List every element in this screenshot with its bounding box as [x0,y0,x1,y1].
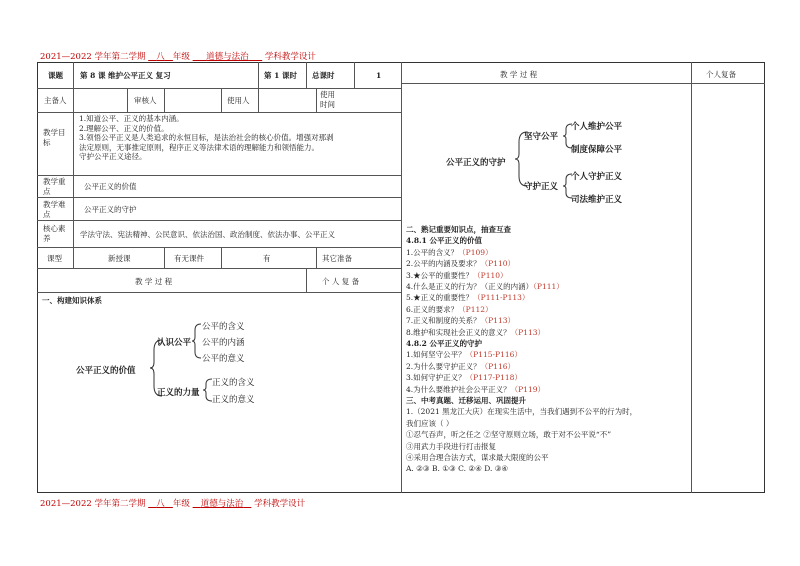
line-text: A. ②③ B. ①③ C. ②④ D. ③④ [406,464,509,474]
line-text: 3.★公平的重要性？ [406,270,474,280]
line-text: 2.公平的内涵及要求？ [406,259,481,269]
line-text: ④采用合理合法方式，谋求最大限度的公平 [406,453,549,462]
personal-label: 个 人 复 备 [322,277,360,286]
section-title: 一、构建知识体系 [42,296,102,305]
type-label: 课型 [47,254,62,263]
question-line [406,258,515,269]
page-footer [40,497,305,509]
right-process-label: 教 学 过 程 [500,70,538,79]
page-reference: （P115-P116） [465,350,522,360]
courseware-label: 有无课件 [174,254,204,263]
period-label: 第 1 课时 [264,71,297,80]
line-text: 6.正义的要求？ [406,304,459,314]
question-line [406,441,496,452]
mindmap-root: 公平正义的价值 [76,366,136,376]
question-line [406,429,611,440]
line-text: 5.★正义的重要性？ [406,293,474,303]
question-line [406,418,453,429]
process-label: 教 学 过 程 [135,277,173,286]
mindmap-root: 公平正义的守护 [446,158,506,168]
goal-item: 1.知道公平、正义的基本内涵。 [79,114,184,123]
question-line [406,270,508,281]
mindmap-branch: 守护正义 [524,182,559,192]
question-line [406,247,493,258]
difficult-value: 公平正义的守护 [84,205,137,214]
goal-item: 守护公平正义途径。 [79,152,147,161]
topic-value: 第 8 课 维护公平正义 复习 [80,71,171,80]
mindmap-leaf: 个人守护正义 [571,172,623,182]
literacy-label: 核心素养 [43,224,66,243]
literacy-value: 学法守法、宪法精神、公民意识、依法治国、政治制度、依法办事、公平正义 [80,230,335,239]
line-text: 2.为什么要守护正义？ [406,361,481,371]
line-text: 3.如何守护正义？ [406,373,466,383]
page-reference: （P116） [480,361,516,371]
question-line [406,281,564,292]
question-line [406,384,545,395]
line-text: ③用武力手段进行打击报复 [406,441,496,451]
footer-grade-suffix: 年级 [172,499,190,509]
page-header [40,50,316,62]
page-reference: （P109） [458,247,493,257]
mindmap-leaf: 司法维护正义 [571,195,623,205]
header-grade: 八 [156,52,165,62]
page-reference: （P113） [480,316,516,326]
line-text: 1.公平的含义？ [406,247,459,257]
line-text: 8.维护和实现社会正义的意义？ [406,327,511,337]
section-heading [406,224,511,235]
goal-item: 3.领悟公平正义是人类追求的永恒目标，是法治社会的核心价值。增强对那剥 [79,133,334,142]
question-line [406,315,515,326]
header-subject: 道德与法治 [206,52,249,62]
mindmap-branch: 坚守公平 [524,132,559,142]
goals-label: 教学目标 [43,128,66,147]
line-text: 4.8.1 公平正义的价值 [406,236,482,246]
reviewer-label: 审核人 [134,96,157,105]
mindmap-leaf: 正义的含义 [212,378,255,388]
question-line [406,406,637,417]
footer-suffix: 学科教学设计 [254,499,306,509]
question-line [406,304,493,315]
total-value: 1 [376,71,382,80]
difficult-label: 教学难点 [43,200,66,219]
mindmap-leaf: 制度保障公平 [571,145,623,155]
header-grade-suffix: 年级 [172,52,190,62]
use-time-label: 使用时间 [320,90,335,109]
preparer-label: 主备人 [44,96,67,105]
page-reference: （P110） [473,270,508,280]
line-text: 三、中考真题、迁移运用、巩固提升 [406,396,526,405]
footer-subject: 道德与法治 [200,499,244,509]
page-reference: （P111） [533,282,564,291]
mindmap-leaf: 个人维护公平 [571,122,623,132]
header-year: 2021—2022 学年第二学期 [40,52,146,62]
page-reference: （P113） [510,327,546,337]
section-heading [406,235,482,246]
question-line [406,361,515,372]
question-line [406,327,545,338]
question-line [406,372,522,383]
type-value: 新授课 [108,254,131,263]
page-reference: （P110） [480,259,516,269]
page-reference: （P111-P113） [473,293,530,303]
page-reference: （P119） [510,384,546,394]
user-label: 使用人 [227,96,250,105]
key-label: 教学重点 [43,177,66,196]
right-personal-label: 个人复备 [706,70,736,79]
total-label: 总课时 [312,71,335,80]
page-reference: （P117-P118） [465,373,522,383]
line-text: 1.（2021 黑龙江大庆）在现实生活中，当我们遇到不公平的行为时， [406,407,638,417]
section-heading [406,338,482,349]
section-heading [406,395,526,406]
goal-item: 法定原则，无事推定原则，程序正义等法律术语的理解能力和领悟能力。 [79,142,319,152]
line-text: 4.8.2 公平正义的守护 [406,339,482,348]
mindmap-bracket [192,322,202,362]
page-reference: （P112） [458,304,493,314]
question-line [406,463,508,474]
other-label: 其它准备 [322,254,352,263]
question-line [406,292,529,303]
line-text: 1.如何坚守公平？ [406,350,466,360]
mindmap-branch: 正义的力量 [157,388,200,398]
line-text: ①忍气吞声，听之任之 ②坚守原则立场，敢于对不公平说“不” [406,430,612,440]
mindmap-leaf: 公平的意义 [202,354,245,364]
mindmap-branch: 认识公平 [157,338,192,348]
header-suffix: 学科教学设计 [264,52,316,62]
courseware-value: 有 [263,254,271,263]
mindmap-leaf: 公平的含义 [202,322,245,332]
footer-year: 2021—2022 学年第二学期 [40,499,146,509]
line-text: 7.正义和制度的关系？ [406,316,481,326]
line-text: 我们应该（ ） [406,418,454,428]
mindmap-leaf: 正义的意义 [212,395,255,405]
line-text: 二、熟记重要知识点，抽查互查 [406,225,511,234]
mindmap-leaf: 公平的内涵 [202,338,245,348]
footer-grade: 八 [156,499,165,509]
line-text: 4.为什么要维护社会公平正义？ [406,384,511,394]
goals-list [79,114,334,162]
line-text: 4.什么是正义的行为？（正义的内涵） [406,282,534,291]
question-line [406,452,549,463]
question-line [406,349,522,360]
topic-label: 课题 [48,71,63,80]
goal-item: 2.理解公平、正义的价值。 [79,123,169,133]
key-value: 公平正义的价值 [84,182,137,191]
